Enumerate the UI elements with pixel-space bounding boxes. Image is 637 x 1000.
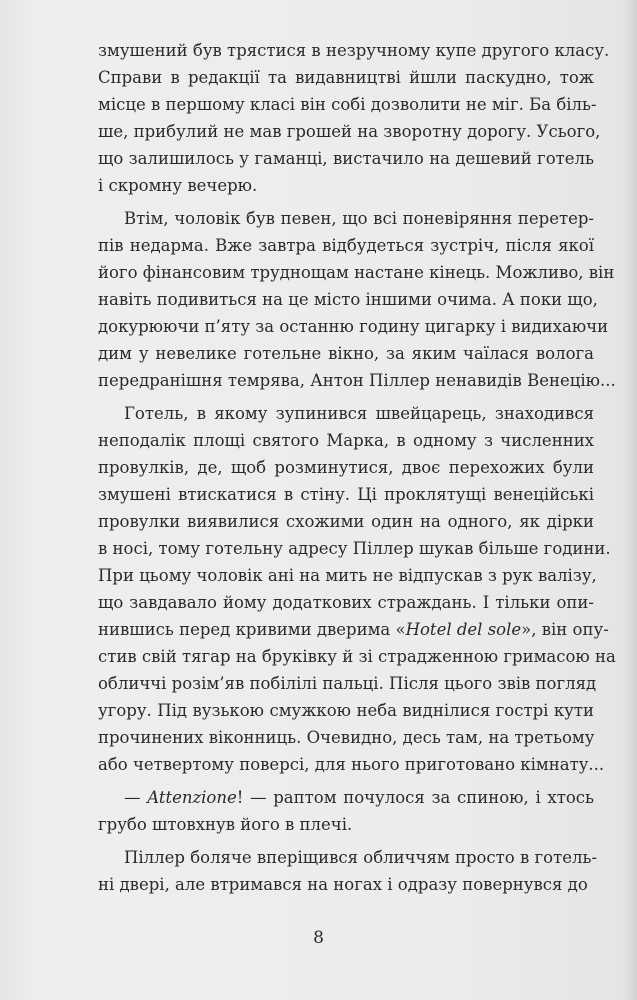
text-line: При цьому чоловік ані на мить не відпускав з рук валізу, — [98, 566, 597, 585]
text-line: передранішня темрява, Антон Піллер ненавидів Венецію... — [98, 371, 616, 390]
text-line: Втім, чоловік був певен, що всі поневіряння перетер- — [124, 209, 594, 228]
text-line: його фінансовим труднощам настане кінець. Можливо, він — [98, 263, 615, 282]
text-line: дим у невелике готельне вікно, за яким чаїлася волога — [98, 344, 594, 363]
text-line: Піллер боляче вперіщився обличчям просто в готель- — [124, 848, 598, 867]
text-line: провулків, де, щоб розминутися, двоє перехожих були — [98, 458, 594, 477]
text-line: в носі, тому готельну адресу Піллер шукав більше години. — [98, 539, 611, 558]
text-line: місце в першому класі він собі дозволити не міг. Ба біль- — [98, 95, 597, 114]
text-line: угору. Під вузькою смужкою неба виднілися гострі кути — [98, 701, 594, 720]
text-line: грубо штовхнув його в плечі. — [98, 815, 353, 834]
text-line: нившись перед кривими дверима «Hotel del sole», він опу- — [98, 620, 609, 639]
text-line: ні двері, але втримався на ногах і одразу повернувся до — [98, 875, 588, 894]
text-line: — Attenzione! — раптом почулося за спиною, і хтось — [124, 788, 595, 807]
text-line: пів недарма. Вже завтра відбудеться зустріч, після якої — [98, 236, 594, 255]
text-line: що завдавало йому додаткових страждань. І тільки опи- — [98, 593, 594, 612]
text-line: що залишилось у гаманці, вистачило на дешевий готель — [98, 149, 594, 168]
text-line: неподалік площі святого Марка, в одному з численних — [98, 431, 594, 450]
text-line: ше, прибулий не мав грошей на зворотну дорогу. Усього, — [98, 122, 601, 141]
text-line: або четвертому поверсі, для нього приготовано кімнату... — [98, 755, 605, 774]
text-line: змушені втискатися в стіну. Ці проклятущі венеційські — [98, 485, 594, 504]
page-edge-shadow — [623, 0, 637, 1000]
text-line: Справи в редакції та видавництві йшли паскудно, тож — [98, 68, 594, 87]
body-text — [98, 37, 616, 898]
text-line: обличчі розім’яв побілілі пальці. Після цього звів погляд — [98, 674, 597, 693]
text-line: змушений був трястися в незручному купе другого класу. — [98, 41, 610, 60]
text-line: прочинених віконниць. Очевидно, десь там, на третьому — [98, 728, 595, 747]
text-line: провулки виявилися схожими один на одного, як дірки — [98, 512, 594, 531]
text-line: Готель, в якому зупинився швейцарець, знаходився — [124, 404, 594, 423]
text-line: докурюючи п’яту за останню годину цигарку і видихаючи — [98, 317, 609, 336]
text-line: навіть подивиться на це місто іншими очима. А поки що, — [98, 290, 598, 309]
text-line: стив свій тягар на бруківку й зі страдженною гримасою на — [98, 647, 616, 666]
text-line: і скромну вечерю. — [98, 176, 258, 195]
page-number: 8 — [313, 928, 324, 948]
